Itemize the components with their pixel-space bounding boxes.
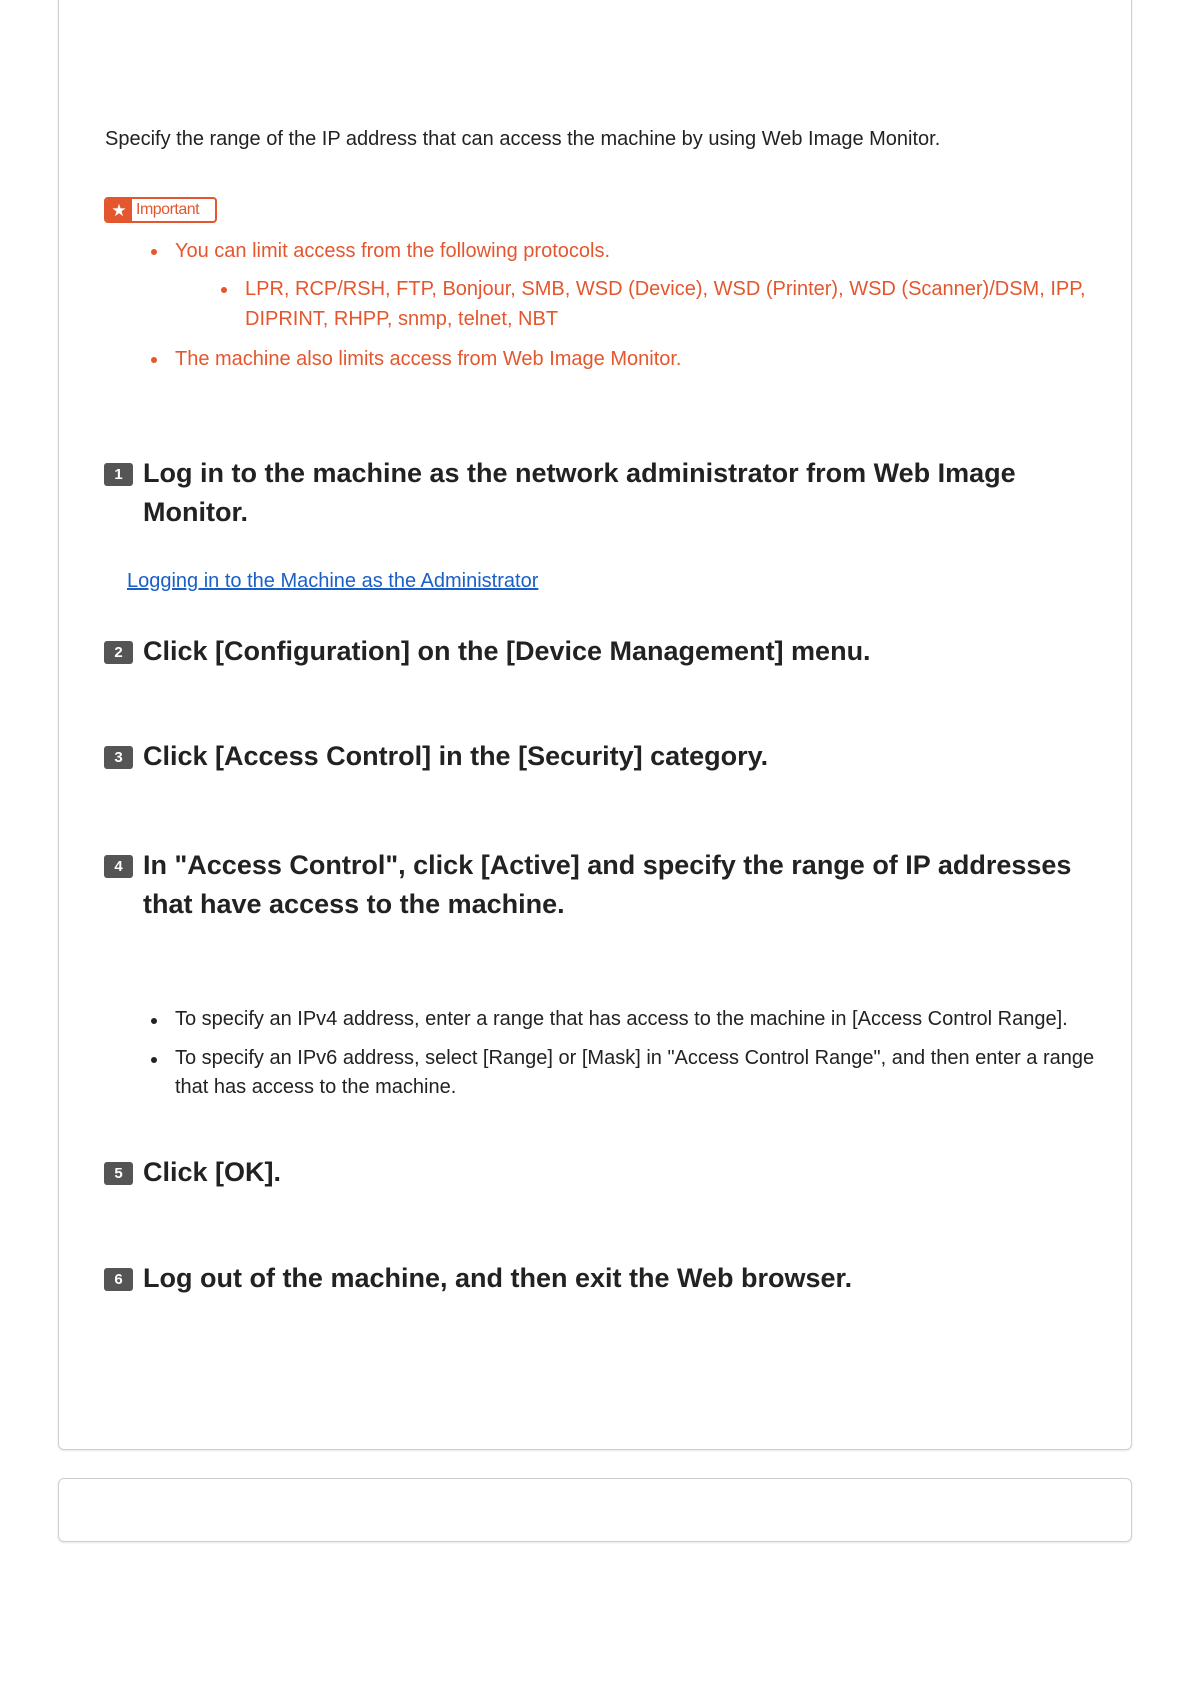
step-6 — [104, 1259, 1094, 1298]
list-item: To specify an IPv4 address, enter a range that has access to the machine in [Access Control Range]. — [140, 1005, 1100, 1034]
step-3 — [104, 737, 1094, 776]
step-number-badge: 4 — [104, 855, 133, 878]
important-item: The machine also limits access from Web Image Monitor. — [140, 344, 1100, 374]
footer-panel — [58, 1478, 1132, 1542]
step-heading: Click [OK]. — [143, 1157, 282, 1187]
step-heading: Log in to the machine as the network administrator from Web Image Monitor. — [143, 458, 1016, 527]
step-number-badge: 1 — [104, 463, 133, 486]
step-heading: Log out of the machine, and then exit the Web browser. — [143, 1263, 853, 1293]
step-4 — [104, 846, 1094, 924]
protocol-item: LPR, RCP/RSH, FTP, Bonjour, SMB, WSD (Device), WSD (Printer), WSD (Scanner)/DSM, IPP, DIPRINT, RHPP, snmp, telnet, NBT — [210, 274, 1100, 334]
step-number-badge: 6 — [104, 1268, 133, 1291]
list-item: To specify an IPv6 address, select [Range] or [Mask] in "Access Control Range", and then enter a range that has access to the machine. — [140, 1044, 1100, 1102]
important-label: Important — [136, 201, 200, 218]
star-icon: ★ — [106, 199, 132, 221]
step-number-badge: 3 — [104, 746, 133, 769]
step-number-badge: 2 — [104, 641, 133, 664]
admin-login-link[interactable]: Logging in to the Machine as the Administrator — [127, 570, 539, 592]
important-badge — [104, 197, 217, 223]
step-1 — [104, 454, 1094, 532]
step-number-badge: 5 — [104, 1162, 133, 1185]
intro-text: Specify the range of the IP address that can access the machine by using Web Image Monitor. — [105, 128, 941, 150]
step-heading: In "Access Control", click [Active] and specify the range of IP addresses that have access to the machine. — [143, 850, 1072, 919]
step-5 — [104, 1153, 1094, 1192]
step-2 — [104, 632, 1094, 671]
important-item: You can limit access from the following protocols. LPR, RCP/RSH, FTP, Bonjour, SMB, WSD (Device), WSD (Printer), WSD (Scanner)/DSM, IPP, DIPRINT, RHPP, snmp, telnet, NBT — [140, 236, 1100, 334]
step-heading: Click [Access Control] in the [Security] category. — [143, 741, 769, 771]
step-4-bullets — [140, 1005, 1100, 1112]
protocol-list — [210, 274, 1100, 334]
important-list — [140, 236, 1100, 382]
step-heading: Click [Configuration] on the [Device Management] menu. — [143, 636, 871, 666]
content-panel — [58, 0, 1132, 1450]
